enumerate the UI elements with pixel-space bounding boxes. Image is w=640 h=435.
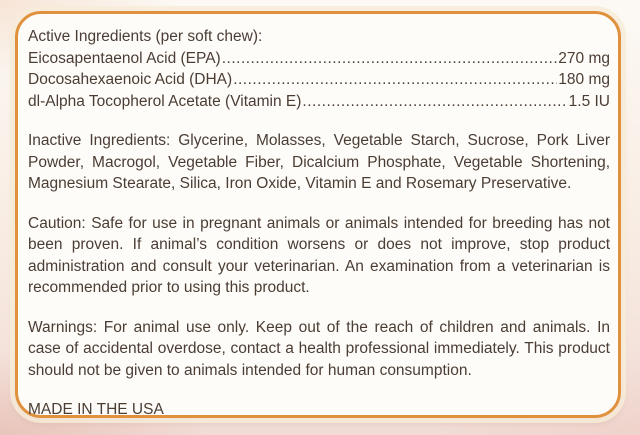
ingredient-amount: 1.5 IU [568,92,610,110]
ingredient-amount: 270 mg [558,49,610,67]
ingredients-label-card [15,11,621,418]
ingredient-amount: 180 mg [558,71,610,88]
ingredient-name: dl-Alpha Tocopherol Acetate (Vitamin E) [28,92,302,110]
inactive-ingredients-paragraph: Inactive Ingredients: Glycerine, Molasses, Vegetable Starch, Sucrose, Pork Liver Powder, Macrogol, Vegetable Fiber, Dicalcium Phosphate, Vegetable Shortening, Magnesium Stearate, Silica, Iron Oxide, Vitamin E and Rosemary Preservative. [28,132,610,192]
ingredient-name: Eicosapentaenol Acid (EPA) [28,49,221,67]
dot-leader [302,91,567,113]
warnings-paragraph: Warnings: For animal use only. Keep out of the reach of children and animals. In case of accidental overdose, contact a health professional immediately. This product should not be given to animals intended for human consumption. [28,318,610,379]
active-ingredients-heading: Active Ingredients (per soft chew): [28,28,263,45]
caution-paragraph: Caution: Safe for use in pregnant animals or animals intended for breeding has not been proven. If animal’s condition worsens or does not improve, stop product administration and consult your veterinarian. An examination from a veterinarian is recommended prior to using this product. [28,214,610,296]
ingredient-name: Docosahexaenoic Acid (DHA) [28,71,233,88]
made-in-usa-text: MADE IN THE USA [28,401,164,418]
active-ingredients-section [28,26,610,112]
active-ingredient-row-vitamin-e [28,91,610,113]
active-ingredient-row-dha [28,69,610,91]
dot-leader [222,48,558,70]
active-ingredient-row-epa [28,48,610,70]
dot-leader [233,69,557,91]
